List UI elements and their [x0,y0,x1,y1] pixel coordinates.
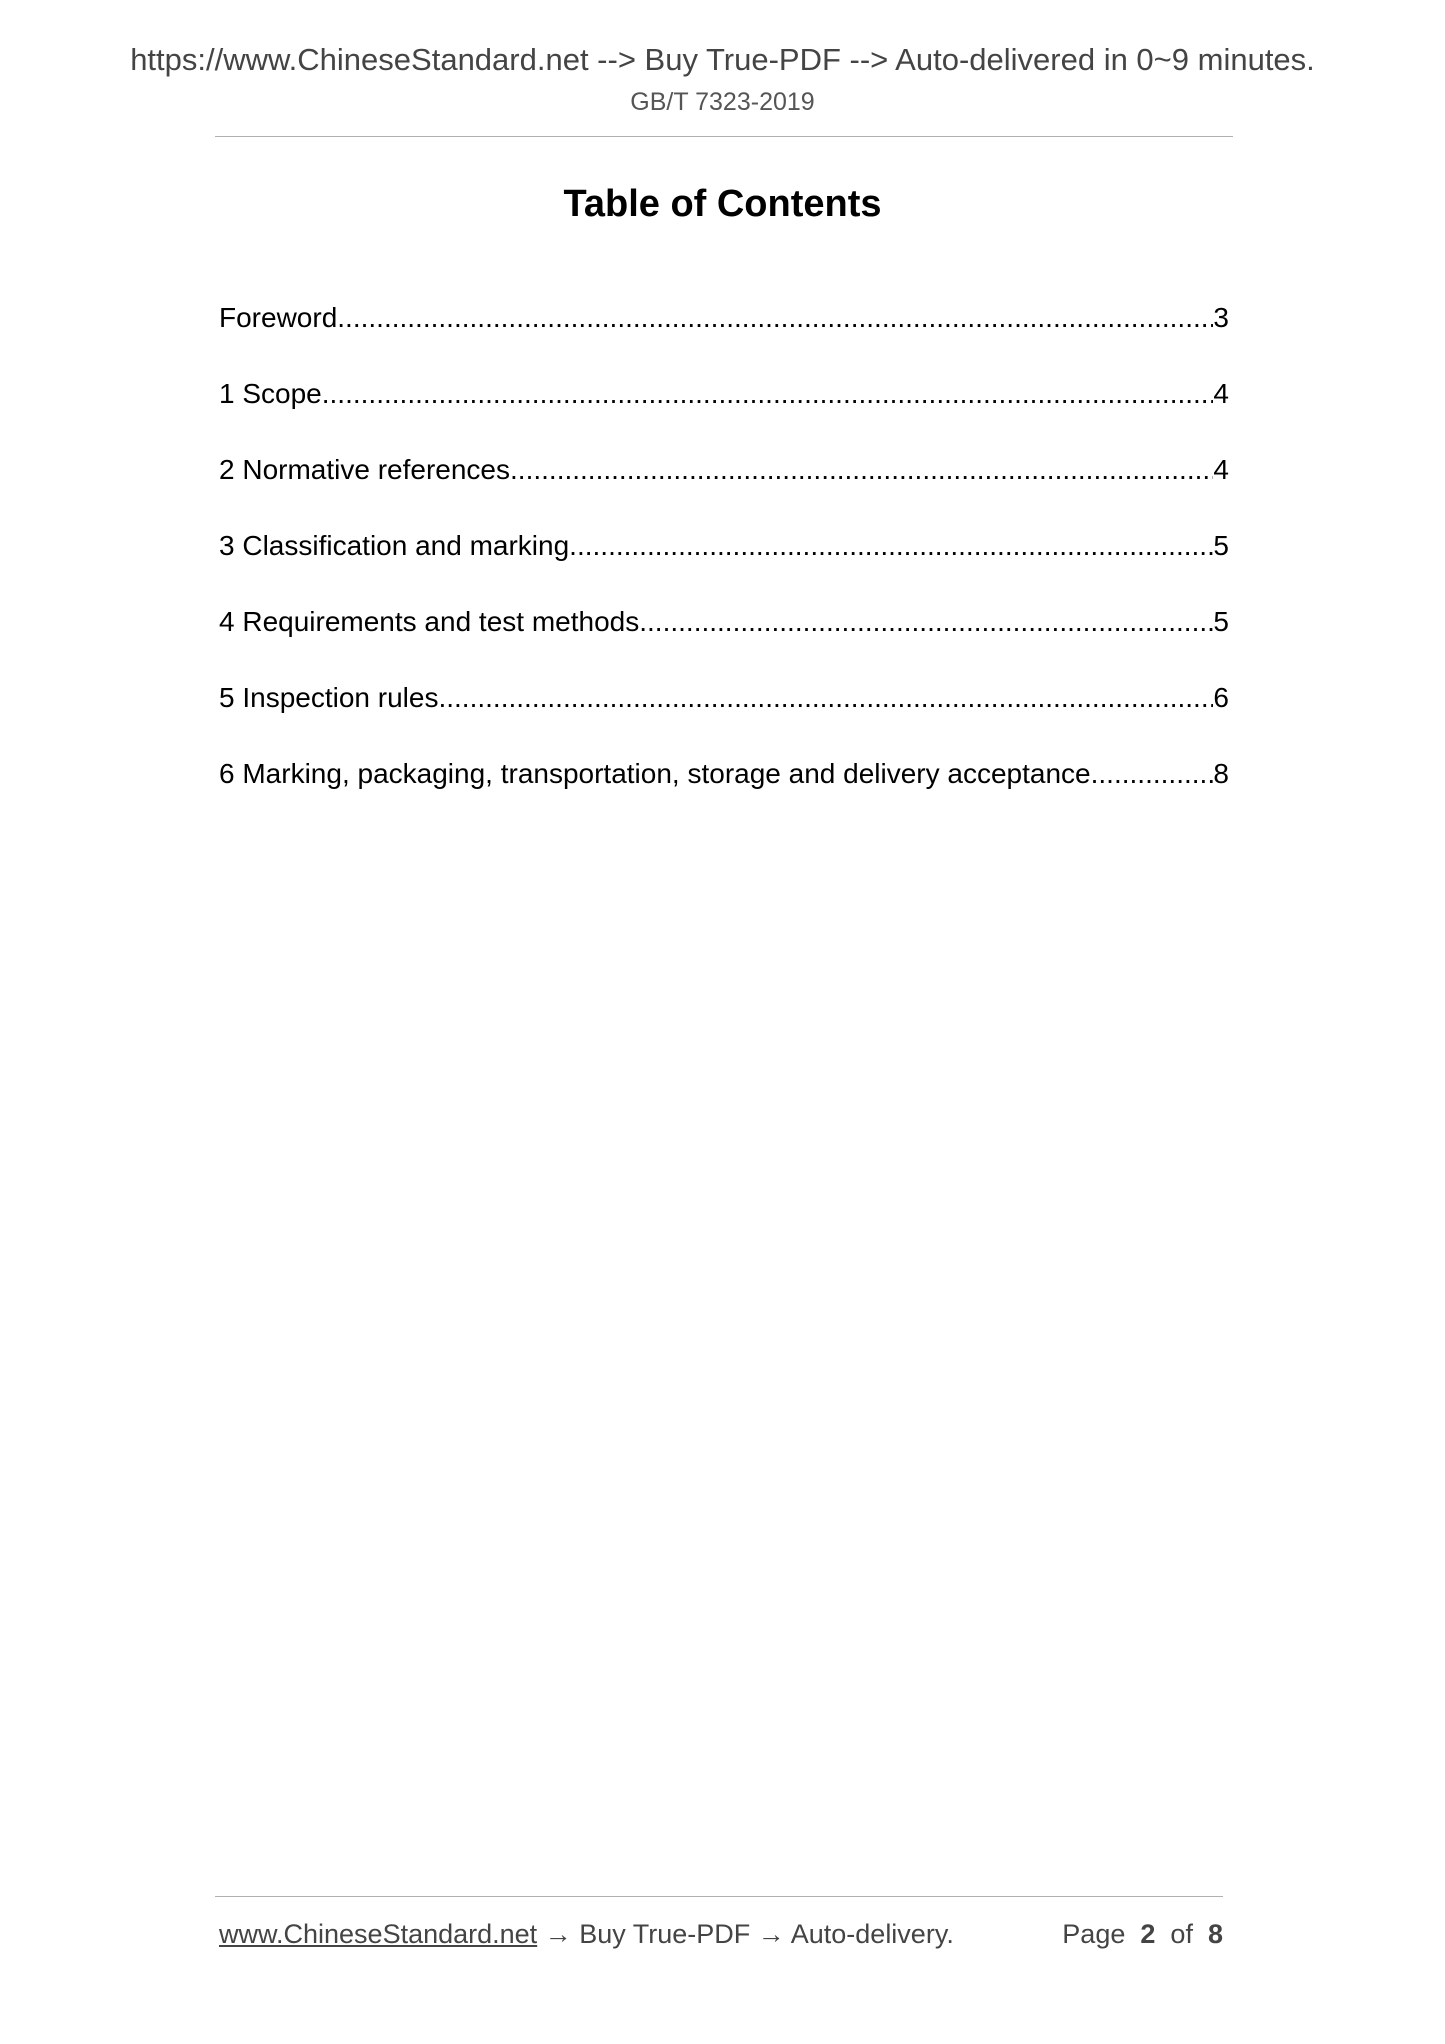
of-word: of [1170,1919,1193,1949]
toc-entry-label: 3 Classification and marking [219,530,570,561]
toc-entry-page: 4 [1213,454,1229,485]
toc-entry-page: 6 [1213,682,1229,713]
footer-left [219,1916,954,1952]
footer-divider [215,1896,1223,1897]
toc-entry-label: 6 Marking, packaging, transportation, storage and delivery acceptance [219,758,1091,789]
footer-site-link[interactable]: www.ChineseStandard.net [219,1919,538,1949]
toc-entry-page: 8 [1213,758,1229,789]
toc-entry-label: 4 Requirements and test methods [219,606,640,637]
toc-entry-page: 5 [1213,530,1229,561]
toc-dot-leader [569,528,1213,564]
toc-entry-label: 1 Scope [219,378,322,409]
header-banner: https://www.ChineseStandard.net --> Buy True-PDF --> Auto-delivered in 0~9 minutes. [130,42,1315,77]
toc-entry-page: 4 [1213,378,1229,409]
toc-entry-foreword[interactable] [219,300,1229,376]
toc-dot-leader [510,452,1213,488]
toc-dot-leader [337,300,1213,336]
total-pages-number: 8 [1207,1919,1223,1949]
page-word: Page [1062,1919,1126,1949]
toc-entry-inspection-rules[interactable] [219,680,1229,756]
table-of-contents [219,300,1229,832]
toc-entry-normative-references[interactable] [219,452,1229,528]
toc-dot-leader [639,604,1213,640]
header-divider [215,136,1233,137]
toc-entry-requirements-and-test-methods[interactable] [219,604,1229,680]
toc-entry-page: 3 [1213,302,1229,333]
standard-code: GB/T 7323-2019 [630,88,815,116]
toc-entry-page: 5 [1213,606,1229,637]
toc-entry-label: 5 Inspection rules [219,682,439,713]
toc-dot-leader [438,680,1213,716]
toc-entry-marking-packaging[interactable] [219,756,1229,832]
page-number-indicator [1062,1916,1223,1952]
toc-entry-scope[interactable] [219,376,1229,452]
toc-dot-leader [322,376,1214,412]
toc-dot-leader [1091,756,1214,792]
current-page-number: 2 [1140,1919,1156,1949]
toc-entry-label: Foreword [219,302,338,333]
toc-entry-label: 2 Normative references [219,454,511,485]
footer-tagline: → Buy True-PDF → Auto-delivery. [537,1919,954,1949]
page-title: Table of Contents [563,183,882,225]
toc-entry-classification-and-marking[interactable] [219,528,1229,604]
page-footer [219,1916,1223,1952]
